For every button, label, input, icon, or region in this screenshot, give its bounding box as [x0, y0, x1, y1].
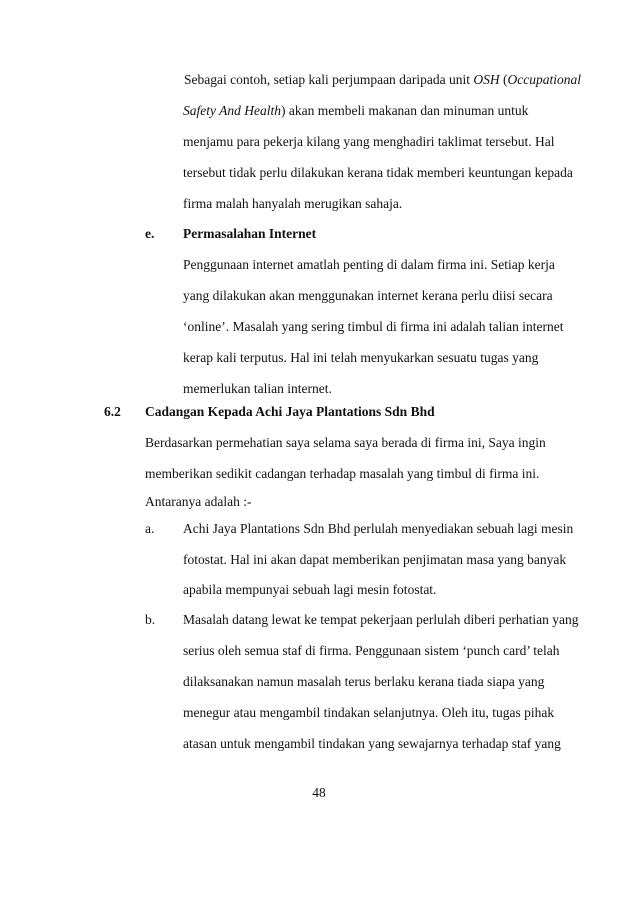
paragraph-line: serius oleh semua staf di firma. Penggunaan sistem ‘punch card’ telah: [183, 643, 560, 658]
text-run-italic: Safety And Health: [183, 103, 281, 118]
list-marker: e.: [145, 226, 155, 241]
paragraph-line: kerap kali terputus. Hal ini telah menyukarkan sesuatu tugas yang: [183, 350, 539, 365]
text-run-italic: OSH: [473, 72, 500, 87]
paragraph-line: Penggunaan internet amatlah penting di dalam firma ini. Setiap kerja: [183, 257, 555, 272]
paragraph-line: memerlukan talian internet.: [183, 381, 332, 396]
paragraph-line: apabila mempunyai sebuah lagi mesin fotostat.: [183, 582, 437, 597]
text-run: Sebagai contoh, setiap kali perjumpaan daripada unit: [184, 72, 474, 87]
text-run: (: [499, 72, 508, 87]
paragraph-line: fotostat. Hal ini akan dapat memberikan penjimatan masa yang banyak: [183, 552, 567, 567]
paragraph-line: menegur atau mengambil tindakan selanjutnya. Oleh itu, tugas pihak: [183, 705, 555, 720]
text-run-italic: Occupational: [507, 72, 582, 87]
paragraph-line: Achi Jaya Plantations Sdn Bhd perlulah menyediakan sebuah lagi mesin: [183, 521, 574, 536]
section-heading: Permasalahan Internet: [183, 226, 317, 241]
page-number: 48: [312, 785, 326, 800]
paragraph-line: [183, 103, 528, 119]
paragraph-line: yang dilakukan akan menggunakan internet kerana perlu diisi secara: [183, 288, 553, 303]
list-marker: a.: [145, 521, 155, 536]
list-marker: b.: [145, 612, 156, 627]
paragraph-line: [184, 72, 581, 88]
paragraph-line: Masalah datang lewat ke tempat pekerjaan perlulah diberi perhatian yang: [183, 612, 579, 627]
section-number: 6.2: [104, 404, 121, 419]
paragraph-line: memberikan sedikit cadangan terhadap masalah yang timbul di firma ini.: [145, 466, 540, 481]
text-run: ) akan membeli makanan dan minuman untuk: [280, 103, 529, 118]
paragraph-line: Berdasarkan permehatian saya selama saya berada di firma ini, Saya ingin: [145, 435, 546, 450]
section-heading: Cadangan Kepada Achi Jaya Plantations Sdn Bhd: [145, 404, 435, 419]
paragraph-line: tersebut tidak perlu dilakukan kerana tidak memberi keuntungan kepada: [183, 165, 573, 180]
paragraph-line: firma malah hanyalah merugikan sahaja.: [183, 196, 403, 211]
paragraph-line: ‘online’. Masalah yang sering timbul di firma ini adalah talian internet: [183, 319, 564, 334]
paragraph-line: Antaranya adalah :-: [145, 494, 252, 509]
paragraph-line: menjamu para pekerja kilang yang menghadiri taklimat tersebut. Hal: [183, 134, 555, 149]
paragraph-line: atasan untuk mengambil tindakan yang sewajarnya terhadap staf yang: [183, 736, 561, 751]
paragraph-line: dilaksanakan namun masalah terus berlaku kerana tiada siapa yang: [183, 674, 545, 689]
